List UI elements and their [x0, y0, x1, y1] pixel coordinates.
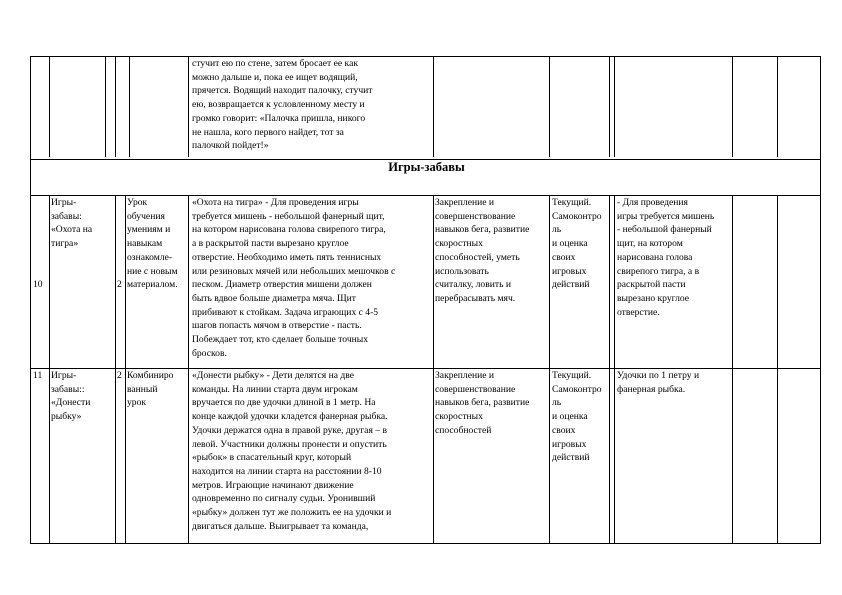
control-type: Текущий. Самоконтро ль и оценка своих игровых действий	[552, 197, 602, 291]
column-divider	[609, 57, 610, 157]
column-divider	[777, 57, 778, 157]
column-divider	[115, 195, 116, 543]
lesson-type: Комбиниро ванный урок	[127, 370, 174, 409]
column-divider	[777, 195, 778, 543]
lesson-goals: Закрепление и совершенствование навыков бега, развитие скоростных способностей	[435, 370, 530, 436]
lesson-goals: Закрепление и совершенствование навыков бега, развитие скоростных способностей, уметь использовать считалку, ловить и перебрасывать мяч.	[435, 197, 530, 304]
control-type: Текущий. Самоконтро ль и оценка своих игровых действий	[552, 370, 602, 464]
hours: 2	[117, 279, 122, 290]
column-divider	[433, 57, 434, 157]
column-divider	[549, 57, 550, 157]
section-title: Игры-забавы	[388, 160, 465, 174]
column-divider	[105, 57, 106, 157]
column-divider	[614, 57, 615, 157]
column-divider	[49, 57, 50, 157]
lesson-type: Урок обучения умениям и навыкам ознакомле- ние с новым материалом.	[127, 197, 178, 291]
column-divider	[732, 57, 733, 157]
equipment: Удочки по 1 петру и фанерная рыбка.	[617, 370, 700, 395]
lesson-topic: Игры- забавы: «Охота на тигра»	[51, 197, 93, 250]
game-description: «Охота на тигра» - Для проведения игры требуется мишень - небольшой фанерный щит, на котором нарисована голова свирепого тигра, а в раскрытой пасти вырезано круглое отверстие. Необходимо иметь пять теннисных или резиновых мячей или небольших мешочков с песком. Диаметр отверстия мишени должен быть вдвое больше диаметра мяча. Щит прибивают к стойкам. Задача играющих с 4-5 шагов попасть мячом в отверстие - пасть. Побеждает тот, кто сделает больше точных бросков.	[192, 197, 396, 359]
lesson-plan-table	[30, 56, 821, 544]
row-number: 11	[33, 370, 43, 381]
row-number: 10	[33, 279, 43, 290]
column-divider	[732, 195, 733, 543]
column-divider	[49, 195, 50, 543]
column-divider	[115, 57, 116, 157]
hours: 2	[117, 370, 122, 381]
column-divider	[129, 57, 130, 157]
game-description: «Донести рыбку» - Дети делятся на две команды. На линии старта двум игрокам вручается по две удочки длиной в 1 метр. На конце каждой удочки кладется фанерная рыбка. Удочки держатся одна в правой руке, другая – в левой. Участники должны пронести и опустить «рыбок» в спасательный круг, который находится на линии старта на расстоянии 8-10 метров. Играющие начинают движение одновременно по сигналу судьи. Уронивший «рыбку» должен тут же положить ее на удочки и двигаться дальше. Выигрывает та команда,	[192, 370, 392, 532]
game-description: стучит ею по стене, затем бросает ее как можно дальше и, пока ее ищет водящий, прячется. Водящий находит палочку, стучит ею, возвращается к условленному месту и громко говорит: «Палочка пришла, никого не нашла, кого первого найдет, тот за палочкой пойдет!»	[192, 58, 373, 152]
lesson-topic: Игры- забавы:: «Донести рыбку»	[51, 370, 91, 423]
column-divider	[614, 195, 615, 543]
equipment: - Для проведения игры требуется мишень - небольшой фанерный щит, на котором нарисована голова свирепого тигра, а в раскрытой пасти вырезано круглое отверстие.	[617, 197, 715, 318]
column-divider	[188, 57, 189, 157]
